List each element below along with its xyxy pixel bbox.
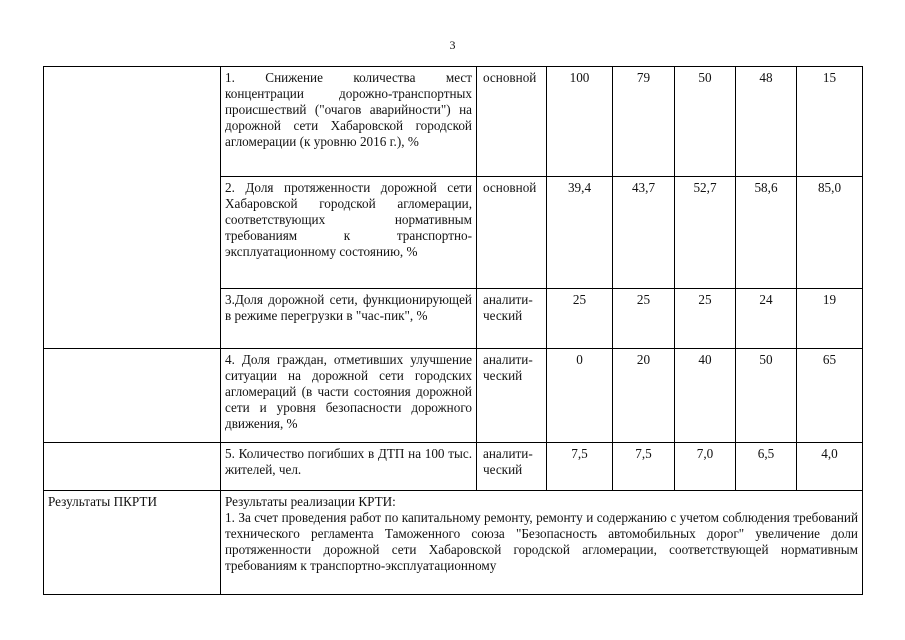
results-content-cell: [221, 491, 863, 595]
value-cell: 25: [613, 289, 675, 349]
value-cell: 0: [547, 349, 613, 443]
value-cell: 65: [797, 349, 863, 443]
results-row: [44, 491, 863, 595]
results-label-cell: Результаты ПКРТИ: [44, 491, 221, 595]
indicator-type-cell: основной: [477, 177, 547, 289]
indicator-cell: 4. Доля граждан, отметивших улучшение ситуации на дорожной сети городских агломераций (в части состояния дорожной сети и уровня безопасности дорожного движения, %: [221, 349, 477, 443]
value-cell: 50: [736, 349, 797, 443]
indicator-type-cell: аналити-ческий: [477, 289, 547, 349]
value-cell: 7,5: [613, 443, 675, 491]
empty-label-cell: [44, 349, 221, 443]
indicator-cell: 5. Количество погибших в ДТП на 100 тыс. жителей, чел.: [221, 443, 477, 491]
value-cell: 39,4: [547, 177, 613, 289]
value-cell: 7,0: [675, 443, 736, 491]
value-cell: 25: [675, 289, 736, 349]
results-body: 1. За счет проведения работ по капитальному ремонту, ремонту и содержанию с учетом соблюдения требований технического регламента Таможенного союза "Безопасность автомобильных дорог" увеличение доли протяженности дорожной сети Хабаровской городской агломерации, соответствующей нормативным требованиям к транспортно-эксплуатационному: [225, 510, 858, 573]
empty-label-cell: [44, 443, 221, 491]
indicator-type-cell: основной: [477, 67, 547, 177]
table-row: [44, 67, 863, 177]
value-cell: 24: [736, 289, 797, 349]
value-cell: 7,5: [547, 443, 613, 491]
value-cell: 6,5: [736, 443, 797, 491]
indicator-cell: 3.Доля дорожной сети, функционирующей в режиме перегрузки в "час-пик", %: [221, 289, 477, 349]
value-cell: 4,0: [797, 443, 863, 491]
indicator-cell: 1. Снижение количества мест концентрации дорожно-транспортных происшествий ("очагов аварийности") на дорожной сети Хабаровской городской агломерации (к уровню 2016 г.), %: [221, 67, 477, 177]
indicators-table: [43, 66, 863, 595]
value-cell: 100: [547, 67, 613, 177]
page-number: 3: [449, 38, 456, 52]
indicator-cell: 2. Доля протяженности дорожной сети Хабаровской городской агломерации, соответствующих нормативным требованиям к транспортно-эксплуатационному состоянию, %: [221, 177, 477, 289]
value-cell: 43,7: [613, 177, 675, 289]
results-heading: Результаты реализации КРТИ:: [225, 494, 396, 509]
value-cell: 15: [797, 67, 863, 177]
value-cell: 25: [547, 289, 613, 349]
empty-label-cell: [44, 67, 221, 349]
value-cell: 58,6: [736, 177, 797, 289]
value-cell: 40: [675, 349, 736, 443]
value-cell: 79: [613, 67, 675, 177]
table-row: [44, 443, 863, 491]
value-cell: 19: [797, 289, 863, 349]
value-cell: 85,0: [797, 177, 863, 289]
value-cell: 52,7: [675, 177, 736, 289]
value-cell: 48: [736, 67, 797, 177]
table-row: [44, 349, 863, 443]
indicator-type-cell: аналити-ческий: [477, 443, 547, 491]
value-cell: 50: [675, 67, 736, 177]
value-cell: 20: [613, 349, 675, 443]
indicator-type-cell: аналити-ческий: [477, 349, 547, 443]
